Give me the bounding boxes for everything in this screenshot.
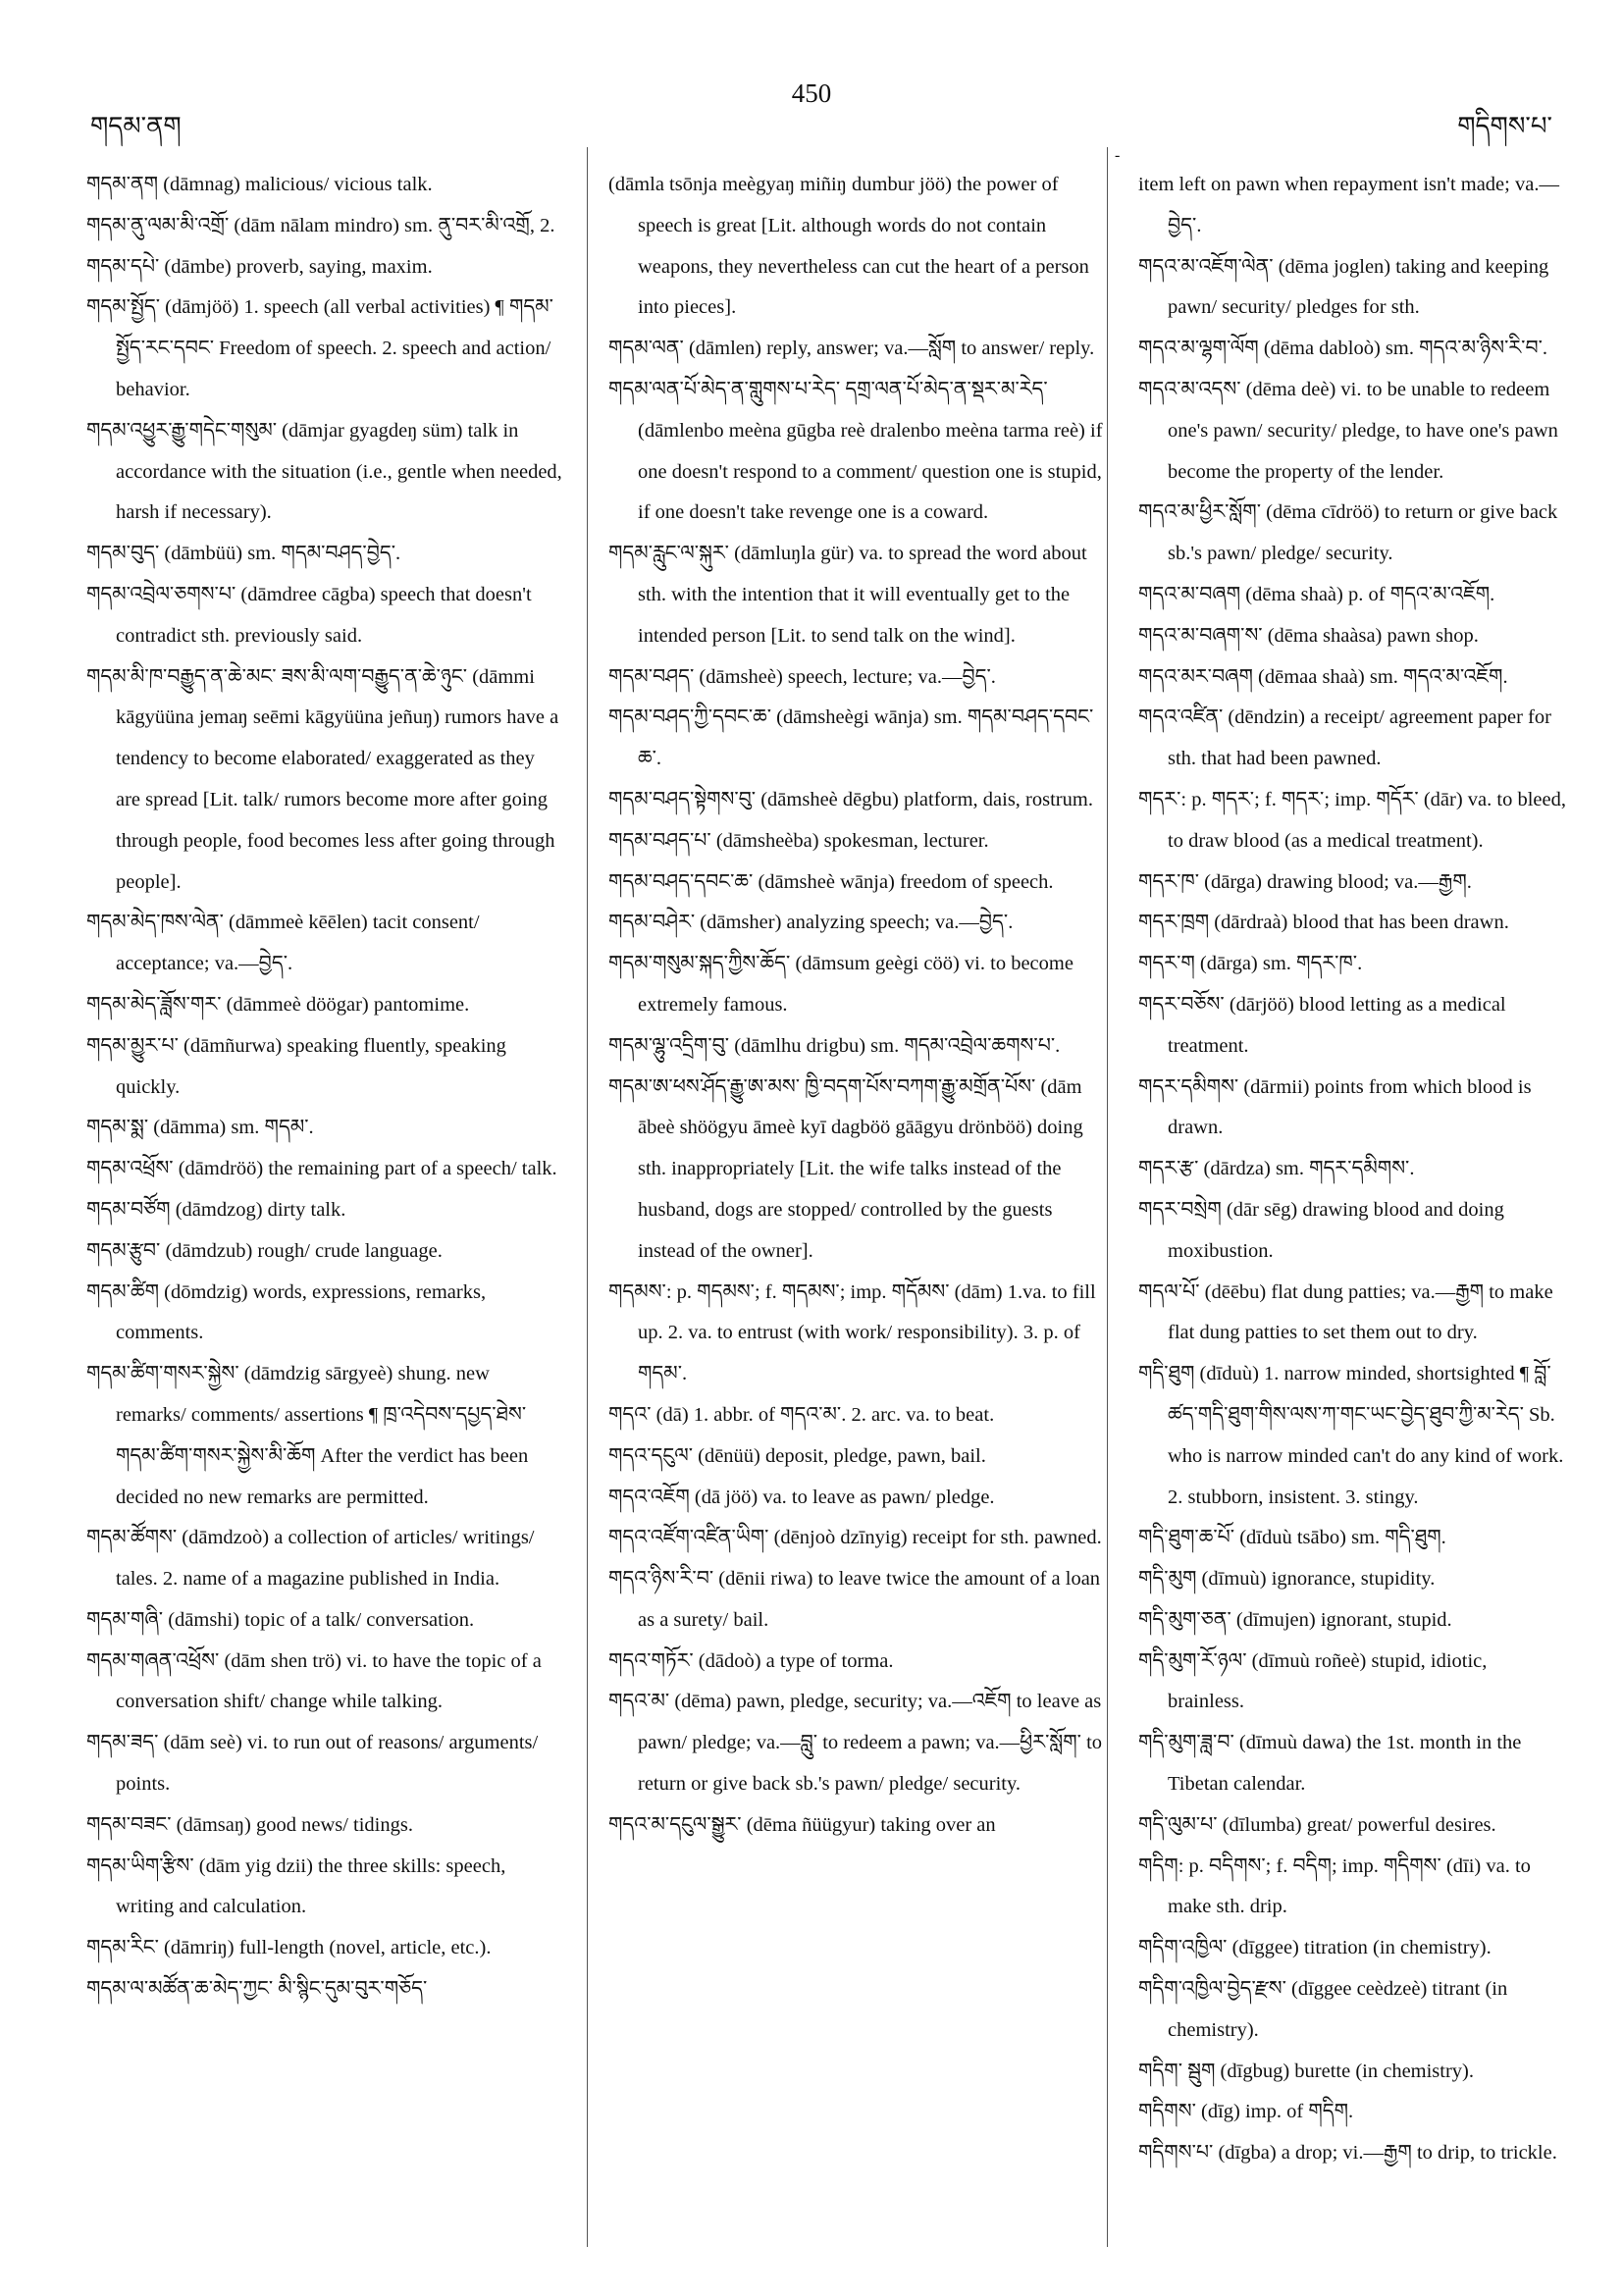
- dictionary-entry: གདམ་བཟང་ (dāmsaŋ) good news/ tidings.: [86, 1813, 413, 1836]
- dictionary-entry: གདའ་མ་བཞག (dēma shaà) p. of གདའ་མ་འཇོག.: [1138, 583, 1495, 605]
- dictionary-entry: གདམ་མེད་ཟློས་གར་ (dāmmeè döögar) pantomime.: [86, 993, 470, 1016]
- dictionary-entry: གདམ་ཚིག་གསར་སྐྱེས་ (dāmdzig sārgyeè) shung. new remarks/ comments/ assertions ¶ ཁྲ་འདེབས་དཔྱད་ཐེས་གདམ་ཚིག་གསར་སྐྱེས་མི་ཆོག After the verdict has been decided no new remarks are permitted.: [86, 1363, 529, 1508]
- dictionary-entry: གདའ་འཛིན་ (dēndzin) a receipt/ agreement paper for sth. that had been pawned.: [1138, 706, 1551, 770]
- dictionary-entry: གདམ་བཤེར་ (dāmsher) analyzing speech; va.—བྱེད་.: [608, 912, 1014, 934]
- dictionary-entry: གདམ་བཤད་ཀྱི་དབང་ཆ་ (dāmsheègi wānja) sm. གདམ་བཤད་དབང་ཆ་.: [608, 706, 1094, 770]
- header-left-headword: གདམ་ནག: [90, 112, 182, 140]
- dictionary-entry: གདམ་འཕྱུར་རྒྱུ་གདེང་གསུམ་ (dāmjar gyagdeŋ süm) talk in accordance with the situation (i.e., gentle when needed, harsh if necessary).: [86, 419, 562, 524]
- dictionary-entry: གདམ་ཟད་ (dām seè) vi. to run out of reasons/ arguments/ points.: [86, 1732, 539, 1796]
- dictionary-entry: གདི་ཐུག་ཆ་པོ་ (dīduù tsābo) sm. གདི་ཐུག.: [1138, 1527, 1446, 1549]
- dictionary-entry: གདི་ལུམ་པ་ (dīlumba) great/ powerful desires.: [1138, 1813, 1496, 1836]
- dictionary-entry: གདའ་མ་དངུལ་སྒྱུར་ (dēma ñüügyur) taking over an: [608, 1813, 996, 1836]
- dictionary-entry: གདིག: p. བདིགས་; f. བདིག; imp. གདིགས་ (dīi) va. to make sth. drip.: [1138, 1854, 1531, 1918]
- dictionary-entry: གདའ་མ་བཞག་ས་ (dēma shaàsa) pawn shop.: [1138, 624, 1479, 647]
- column-break-mark: -: [1115, 147, 1121, 164]
- dictionary-entry: གདིགས་པ་ (dīgba) a drop; vi.—རྒྱག to drip, to trickle.: [1138, 2142, 1557, 2165]
- dictionary-entry: གདིག་ སྦུག (dīgbug) burette (in chemistry).: [1138, 2060, 1475, 2082]
- dictionary-entry: གདམ་ནག (dāmnag) malicious/ vicious talk.: [86, 174, 433, 195]
- dictionary-entry: གདམ་ལན་པོ་མེད་ན་གླུགས་པ་རེད་ དགྲ་ལན་པོ་མེད་ན་སྡར་མ་རེད་ (dāmlenbo meèna gūgba reè dralenbo meèna tarma reè) if one doesn't respond to a comment/ question one is stupid, if one doesn't take revenge one is a coward.: [608, 378, 1103, 524]
- dictionary-entry: གདིག་འཁྱིལ་བྱེད་རྫས་ (dīggee ceèdzeè) titrant (in chemistry).: [1138, 1978, 1508, 2041]
- dictionary-entry: གདའ་མ་འདས་ (dēma deè) vi. to be unable to redeem one's pawn/ security/ pledge, to have one's pawn become the property of the lender.: [1138, 378, 1558, 483]
- dictionary-entry: གདར་བསྲེག (dār sēg) drawing blood and doing moxibustion.: [1138, 1198, 1504, 1262]
- dictionary-entry: གདའ་མར་བཞག (dēmaa shaà) sm. གདའ་མ་འཇོག.: [1138, 665, 1508, 688]
- dictionary-entry: གདར་རྩ་ (dārdza) sm. གདར་དམིགས་.: [1138, 1158, 1415, 1180]
- dictionary-entry: གདར་དམིགས་ (dārmii) points from which blood is drawn.: [1138, 1075, 1532, 1139]
- dictionary-entry: གདམ་གཞི་ (dāmshi) topic of a talk/ conversation.: [86, 1608, 475, 1631]
- dictionary-entry: གདའ་གཏོར་ (dādoò) a type of torma.: [608, 1649, 894, 1672]
- dictionary-entry: གདམ་ལྷུ་འདྲིག་བུ་ (dāmlhu drigbu) sm. གདམ་འབྲེལ་ཆགས་པ་.: [608, 1034, 1061, 1057]
- dictionary-entry: གདལ་པོ་ (dēēbu) flat dung patties; va.—རྒྱག to make flat dung patties to set them out to dry.: [1138, 1280, 1553, 1344]
- dictionary-entry: གདམ་མྱུར་པ་ (dāmñurwa) speaking fluently, speaking quickly.: [86, 1034, 506, 1098]
- dictionary-entry: གདམ་ལ་མཚོན་ཆ་མེད་ཀྱང་ མི་སྙིང་དུམ་བུར་གཅོད་: [86, 1978, 428, 2001]
- dictionary-entry: གདམ་ཨ་ཕས་ཤོད་རྒྱུ་ཨ་མས་ ཁྱི་བདག་པོས་བཀག་རྒྱུ་མགྲོན་པོས་ (dām ābeè shöögyu āmeè kyī dagböö gāāgyu drönböö) doing sth. inappropriately [Lit. the wife talks instead of the husband, dogs are stopped/ controlled by the guests instead of the owner].: [608, 1075, 1083, 1262]
- dictionary-entry: item left on pawn when repayment isn't made; va.—བྱེད་.: [1138, 174, 1559, 236]
- column-1: [86, 165, 563, 2010]
- dictionary-entry: གདམ་ནུ་ལམ་མི་འགྲོ་ (dām nālam mindro) sm. ནུ་བར་མི་འགྲོ, 2.: [86, 214, 555, 236]
- dictionary-entry: གདི་མུག་ཅན་ (dīmujen) ignorant, stupid.: [1138, 1608, 1452, 1631]
- dictionary-entry: གདི་ཐུག (dīduù) 1. narrow minded, shortsighted ¶ བློ་ཚད་གདི་ཐུག་གིས་ལས་ཀ་གང་ཡང་བྱེད་ཐུབ་ཀྱི་མ་རེད་ Sb. who is narrow minded can't do any kind of work. 2. stubborn, insistent. 3. stingy.: [1138, 1363, 1564, 1508]
- dictionary-entry: གདམ་རིང་ (dāmriŋ) full-length (novel, article, etc.).: [86, 1937, 492, 1959]
- dictionary-entry: གདར་ཁ་ (dārga) drawing blood; va.—རྒྱག.: [1138, 870, 1472, 893]
- dictionary-entry: གདམ་རླུང་ལ་སྐུར་ (dāmluŋla gür) va. to spread the word about sth. with the intention that it will eventually get to the intended person [Lit. to send talk on the wind].: [608, 543, 1087, 647]
- dictionary-entry: གདའ་མ་ཕྱིར་སློག་ (dēma cīdröö) to return or give back sb.'s pawn/ pledge/ security.: [1138, 501, 1558, 565]
- dictionary-entry: གདར་: p. གདར་; f. གདར་; imp. གདོར་ (dār) va. to bleed, to draw blood (as a medical treatment).: [1138, 788, 1566, 852]
- column-2: [608, 165, 1109, 1847]
- dictionary-entry: གདམ་མེད་ཁས་ལེན་ (dāmmeè kēēlen) tacit consent/ acceptance; va.—བྱེད་.: [86, 912, 480, 975]
- dictionary-entry: གདམ་བཤད་དབང་ཆ་ (dāmsheè wānja) freedom of speech.: [608, 870, 1054, 893]
- dictionary-entry: གདི་མུག་ཟླ་བ་ (dīmuù dawa) the 1st. month in the Tibetan calendar.: [1138, 1732, 1522, 1796]
- dictionary-entry: གདམ་མི་ཁ་བརྒྱུད་ན་ཆེ་མང་ ཟས་མི་ལག་བརྒྱུད་ན་ཆེ་ཉུང་ (dāmmi kāgyüüna jemaŋ seēmi kāgyüüna jeñuŋ) rumors have a tendency to become elaborated/ exaggerated as they are spread [Lit. talk/ rumors become more after going through people, food becomes less after going through people].: [86, 665, 559, 893]
- dictionary-entry: གདར་ག (dārga) sm. གདར་ཁ་.: [1138, 953, 1363, 975]
- dictionary-entry: གདར་བཅོས་ (dārjöö) blood letting as a medical treatment.: [1138, 993, 1506, 1057]
- dictionary-entry: གདམ་བཤད་སྟེགས་བུ་ (dāmsheè dēgbu) platform, dais, rostrum.: [608, 788, 1093, 810]
- dictionary-entry: གདམ་འབྲེལ་ཅགས་པ་ (dāmdree cāgba) speech that doesn't contradict sth. previously said.: [86, 583, 532, 647]
- dictionary-entry: གདིག་འཁྱིལ་ (dīggee) titration (in chemistry).: [1138, 1937, 1492, 1959]
- dictionary-entry: གདི་མུག་རོ་ཉལ་ (dīmuù roñeè) stupid, idiotic, brainless.: [1138, 1649, 1488, 1713]
- dictionary-entry: གདིགས་ (dīg) imp. of གདིག.: [1138, 2101, 1354, 2123]
- dictionary-entry: གདམ་ཚིག (dōmdzig) words, expressions, remarks, comments.: [86, 1280, 487, 1344]
- dictionary-entry: གདའ་མ་ (dēma) pawn, pledge, security; va.—འཇོག to leave as pawn/ pledge; va.—བླུ་ to redeem a pawn; va.—ཕྱིར་སློག་ to return or give back sb.'s pawn/ pledge/ security.: [608, 1691, 1103, 1796]
- column-divider: [587, 147, 588, 2247]
- dictionary-entry: གདམ་གཞན་འཕྲོས་ (dām shen trö) vi. to have the topic of a conversation shift/ change while talking.: [86, 1649, 542, 1713]
- dictionary-entry: གདའ་ (dā) 1. abbr. of གདའ་མ་. 2. arc. va. to beat.: [608, 1403, 995, 1426]
- dictionary-entry: གདམ་བཤད་པ་ (dāmsheèba) spokesman, lecturer.: [608, 829, 989, 852]
- dictionary-entry: གདམ་བུད་ (dāmbüü) sm. གདམ་བཤད་བྱེད་.: [86, 543, 401, 565]
- dictionary-entry: གདམ་རྩུབ་ (dāmdzub) rough/ crude language.: [86, 1239, 443, 1262]
- dictionary-entry: གདམ་སྨ་ (dāmma) sm. གདམ་.: [86, 1117, 314, 1139]
- dictionary-entry: གདམས་: p. གདམས་; f. གདམས་; imp. གདོམས་ (dām) 1.va. to fill up. 2. va. to entrust (with work/ responsibility). 3. p. of གདམ་.: [608, 1280, 1096, 1385]
- dictionary-entry: གདའ་འཇོག (dā jöö) va. to leave as pawn/ pledge.: [608, 1486, 995, 1508]
- header-right-headword: གདིགས་པ་: [1457, 112, 1552, 140]
- dictionary-entry: གདམ་བཤད་ (dāmsheè) speech, lecture; va.—བྱེད་.: [608, 665, 996, 688]
- column-3: [1138, 165, 1568, 2174]
- dictionary-entry: གདའ་ཉིས་རི་བ་ (dēnii riwa) to leave twice the amount of a loan as a surety/ bail.: [608, 1568, 1101, 1631]
- dictionary-entry: གདའ་མ་ལྷག་ལོག (dēma dabloò) sm. གདའ་མ་ཉིས་རི་བ་.: [1138, 338, 1548, 360]
- dictionary-entry: གདམ་གསུམ་སྐད་ཀྱིས་ཆོད་ (dāmsum geègi cöö) vi. to become extremely famous.: [608, 953, 1073, 1016]
- dictionary-entry: གདམ་ཡིག་རྩིས་ (dām yig dzii) the three skills: speech, writing and calculation.: [86, 1854, 506, 1918]
- dictionary-entry: གདམ་ལན་ (dāmlen) reply, answer; va.—སློག to answer/ reply.: [608, 338, 1095, 360]
- dictionary-entry: གདམ་སྤྱོད་ (dāmjöö) 1. speech (all verbal activities) ¶ གདམ་སྤྱོད་རང་དབང་ Freedom of speech. 2. speech and action/ behavior.: [86, 296, 553, 400]
- dictionary-entry: གདར་ཁྲག (dārdraà) blood that has been drawn.: [1138, 912, 1509, 934]
- dictionary-entry: གདའ་དངུལ་ (dēnüü) deposit, pledge, pawn, bail.: [608, 1444, 986, 1467]
- page-number: 450: [791, 78, 832, 108]
- dictionary-entry: གདའ་མ་འཇོག་ལེན་ (dēma joglen) taking and keeping pawn/ security/ pledges for sth.: [1138, 255, 1549, 319]
- dictionary-entry: གདའ་འཛོག་འཛིན་ཡིག་ (dēnjoò dzīnyig) receipt for sth. pawned.: [608, 1527, 1102, 1549]
- dictionary-entry: གདམ་དཔེ་ (dāmbe) proverb, saying, maxim.: [86, 255, 433, 278]
- dictionary-entry: གདམ་བཙོག (dāmdzog) dirty talk.: [86, 1198, 346, 1221]
- dictionary-entry: གདམ་འཕྲོས་ (dāmdröö) the remaining part of a speech/ talk.: [86, 1158, 557, 1180]
- dictionary-entry: གདི་མུག (dīmuù) ignorance, stupidity.: [1138, 1568, 1436, 1591]
- dictionary-entry: (dāmla tsōnja meègyaŋ miñiŋ dumbur jöö) the power of speech is great [Lit. although words do not contain weapons, they nevertheless can cut the heart of a person into pieces].: [608, 174, 1089, 319]
- dictionary-entry: གདམ་ཚོགས་ (dāmdzoò) a collection of articles/ writings/ tales. 2. name of a magazine published in India.: [86, 1527, 535, 1591]
